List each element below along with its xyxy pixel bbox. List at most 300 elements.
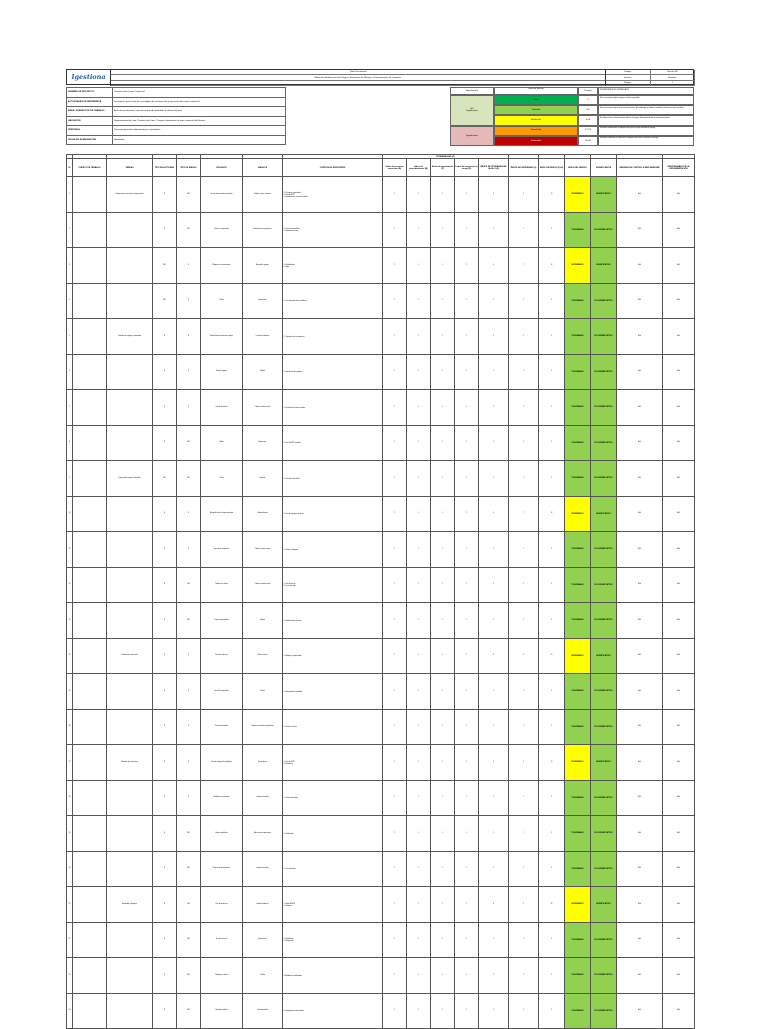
hazard: Uso de escaleras [201,390,243,426]
index-s: 1 [509,603,539,639]
info-value: Departamento de Lima, Provincia de Lima - Proyecto ubicado en la zona comercial del distrito [114,119,205,122]
risk-matrix-table [66,154,695,1029]
responsible: N.A. [663,567,695,603]
column-header: MEDIDAS DE CONTROL A IMPLEMENTAR [617,159,663,177]
row-number: 12 [67,567,73,603]
significance: SIGNIFICATIVO [591,248,617,284]
index-p: 6 [479,887,509,923]
info-row [66,106,286,116]
risk-level: MODERADO [565,638,591,674]
risk-type: NR [177,922,201,958]
info-value: Construcción Centro Comercial [114,91,145,94]
row-number: 23 [67,958,73,994]
significance: NO SIGNIFICATIVO [591,958,617,994]
risk-type: NR [177,993,201,1029]
index-b: 1 [407,283,431,319]
row-number: 6 [67,354,73,390]
hazard: Polvo [201,461,243,497]
control-measures: N.A. [617,177,663,213]
index-s: 1 [509,532,539,568]
index-d: 1 [455,532,479,568]
row-number: 17 [67,745,73,781]
table-row [67,461,695,497]
info-label: NOMBRE DE PROYECTO [67,88,113,97]
risk-level: TOLERABLE [565,780,591,816]
legend-points: 9-16 [578,115,598,125]
table-row [67,425,695,461]
job-position [73,780,107,816]
table-row [67,993,695,1029]
job-position [73,958,107,994]
control-measures: N.A. [617,212,663,248]
index-s: 1 [509,425,539,461]
table-row [67,958,695,994]
index-b: 1 [407,425,431,461]
risk-level: TOLERABLE [565,709,591,745]
activity-type: R [153,354,177,390]
index-p: 5 [479,603,509,639]
responsible: N.A. [663,603,695,639]
responsible: N.A. [663,532,695,568]
existing-controls: 1. Uso de lentes [283,851,383,887]
significance: NO SIGNIFICATIVO [591,532,617,568]
existing-controls: 1. Señalización de zona [283,603,383,639]
hazard: Manipulación de cargas pesadas [201,496,243,532]
index-a: 2 [383,709,407,745]
index-c: 1 [431,567,455,603]
index-a: 2 [383,958,407,994]
risk-type: NR [177,567,201,603]
index-nr: 5 [539,816,565,852]
index-p: 5 [479,212,509,248]
activity-type: R [153,425,177,461]
index-b: 1 [407,177,431,213]
index-c: 1 [431,638,455,674]
control-measures: N.A. [617,532,663,568]
risk: Golpes, cortes, lesiones [243,177,283,213]
index-d: 1 [455,993,479,1029]
index-b: 1 [407,390,431,426]
index-b: 1 [407,709,431,745]
existing-controls: 1. Careta de soldar [283,780,383,816]
meta-value: 1 [651,81,696,85]
task-cell: Trabajos de excavación y compactación [107,177,153,213]
legend-description: Se deben hacer esfuerzos para reducir el riesgo, determinando las inversiones precisas. [598,115,694,125]
hazard: Radiación no ionizante [201,780,243,816]
legend-level: Intolerable [494,136,578,146]
table-row [67,603,695,639]
column-header: PELIGROS [201,159,243,177]
responsible: N.A. [663,745,695,781]
risk-level: MODERADO [565,248,591,284]
info-row [66,135,286,145]
risk-level: TOLERABLE [565,461,591,497]
existing-controls: 1. Uso de mascarillas [283,461,383,497]
index-b: 1 [407,248,431,284]
index-a: 2 [383,993,407,1029]
task-cell [107,248,153,284]
responsible: N.A. [663,958,695,994]
index-a: 2 [383,638,407,674]
table-row [67,283,695,319]
info-row [66,87,286,97]
task-cell [107,354,153,390]
index-s: 2 [509,638,539,674]
index-b: 1 [407,461,431,497]
index-c: 1 [431,780,455,816]
index-d: 1 [455,780,479,816]
legend-description: No debe comenzar ni continuar el trabajo hasta que se reduzca el riesgo. [598,136,694,146]
index-c: 1 [431,425,455,461]
significance: NO SIGNIFICATIVO [591,674,617,710]
existing-controls: 1. Orden y limpieza [283,532,383,568]
existing-controls: 1. Uso de arnés 2. Línea de vida [283,567,383,603]
significance: NO SIGNIFICATIVO [591,354,617,390]
legend-level: Trivial [494,95,578,105]
risk-level: TOLERABLE [565,567,591,603]
index-s: 1 [509,816,539,852]
risk-type: NR [177,958,201,994]
risk: Cortes [243,674,283,710]
risk: Afecciones respiratorias [243,816,283,852]
index-s: 1 [509,780,539,816]
significance: NO SIGNIFICATIVO [591,212,617,248]
responsible: N.A. [663,283,695,319]
significance: SIGNIFICATIVO [591,887,617,923]
row-number: 7 [67,390,73,426]
significance: NO SIGNIFICATIVO [591,993,617,1029]
risk-type: S [177,390,201,426]
index-b: 1 [407,532,431,568]
activity-type: R [153,496,177,532]
risk: Contaminación [243,993,283,1029]
control-measures: N.A. [617,425,663,461]
index-nr: 5 [539,390,565,426]
index-d: 2 [455,496,479,532]
index-b: 1 [407,851,431,887]
risk-type: NR [177,212,201,248]
column-header: Índice de procedimientos (B) [407,159,431,177]
legend-header-desc: INTERPRETACIÓN / SIGNIFICADO [598,87,694,95]
column-header: NIVEL DEL RIESGO [565,159,591,177]
control-measures: N.A. [617,958,663,994]
hazard: Ruido [201,283,243,319]
legend-level: Tolerable [494,105,578,115]
index-s: 1 [509,709,539,745]
activity-type: NR [153,283,177,319]
risk-type: NR [177,851,201,887]
index-a: 2 [383,319,407,355]
risk: Hipoacusia [243,283,283,319]
risk: Sobreesfuerzo [243,496,283,532]
index-s: 1 [509,354,539,390]
index-nr: 12 [539,745,565,781]
significance: NO SIGNIFICATIVO [591,567,617,603]
index-a: 2 [383,603,407,639]
index-b: 1 [407,922,431,958]
responsible: N.A. [663,212,695,248]
legend-points: 5-8 [578,105,598,115]
table-row [67,212,695,248]
significance: NO SIGNIFICATIVO [591,816,617,852]
task-cell [107,532,153,568]
risk-level: TOLERABLE [565,851,591,887]
index-nr: 12 [539,496,565,532]
table-row [67,354,695,390]
index-b: 1 [407,887,431,923]
table-row [67,390,695,426]
index-b: 1 [407,567,431,603]
index-c: 1 [431,603,455,639]
significance: NO SIGNIFICATIVO [591,603,617,639]
row-number: 22 [67,922,73,958]
index-s: 1 [509,283,539,319]
risk-level: TOLERABLE [565,212,591,248]
risk-level: MODERADO [565,887,591,923]
index-d: 1 [455,212,479,248]
risk: Irritación [243,461,283,497]
risk: Golpes [243,354,283,390]
task-cell [107,567,153,603]
risk-type: S [177,638,201,674]
index-d: 1 [455,425,479,461]
activity-type: R [153,780,177,816]
column-header: ÍNDICE DE PROBABILIDAD (A+B+C+D) [479,159,509,177]
risk-level: TOLERABLE [565,816,591,852]
info-label: ÁREA / SUBSECTOR DE TRABAJO [67,107,113,116]
risk-type: S [177,354,201,390]
legend-description: No se necesita adoptar ninguna acción específica. [598,95,694,105]
index-d: 2 [455,248,479,284]
task-cell: Montaje de estructuras [107,745,153,781]
risk-level: MODERADO [565,177,591,213]
index-s: 1 [509,461,539,497]
task-cell [107,425,153,461]
row-number: 1 [67,177,73,213]
index-a: 2 [383,851,407,887]
task-cell [107,603,153,639]
index-nr: 5 [539,567,565,603]
info-row [66,125,286,135]
info-value: Descripción general de las actividades de construcción y operación del centro comercial [114,100,200,103]
responsible: N.A. [663,887,695,923]
index-nr: 5 [539,283,565,319]
index-c: 1 [431,816,455,852]
index-b: 1 [407,354,431,390]
index-a: 2 [383,496,407,532]
index-c: 1 [431,496,455,532]
row-number: 13 [67,603,73,639]
index-d: 2 [455,745,479,781]
risk-type: S [177,674,201,710]
activity-type: R [153,674,177,710]
risk: Caídas a distinto nivel [243,567,283,603]
index-a: 2 [383,390,407,426]
task-cell [107,922,153,958]
index-b: 1 [407,638,431,674]
control-measures: N.A. [617,816,663,852]
activity-type: R [153,532,177,568]
risk-level: TOLERABLE [565,922,591,958]
legend-description: No se necesita mejorar la acción preventiva. Sin embargo se deben considerar soluciones más rentables. [598,105,694,115]
index-nr: 5 [539,674,565,710]
index-s: 2 [509,887,539,923]
responsible: N.A. [663,780,695,816]
row-number: 5 [67,319,73,355]
project-info [66,87,286,145]
column-header: RIESGOS [243,159,283,177]
risk-type: S [177,745,201,781]
index-s: 1 [509,212,539,248]
existing-controls: 1. Uso de EPP auditivo [283,425,383,461]
column-header: Índice de capacitación (C) [431,159,455,177]
risk: Trastornos musculoesqueléticos [243,709,283,745]
index-a: 2 [383,816,407,852]
index-s: 1 [509,993,539,1029]
index-d: 2 [455,177,479,213]
activity-type: R [153,993,177,1029]
index-s: 2 [509,248,539,284]
hazard: Uso de equipos de soldadura [201,745,243,781]
risk-type: S [177,319,201,355]
row-number: 9 [67,461,73,497]
risk-level: TOLERABLE [565,993,591,1029]
info-value: Personal operativo, administrativo y contratistas [114,129,161,132]
risk-matrix-document [66,69,694,1013]
activity-type: R [153,745,177,781]
row-number: 14 [67,638,73,674]
index-d: 1 [455,603,479,639]
activity-type: R [153,567,177,603]
index-c: 1 [431,248,455,284]
significance: NO SIGNIFICATIVO [591,780,617,816]
index-c: 1 [431,958,455,994]
index-p: 5 [479,532,509,568]
responsible: N.A. [663,319,695,355]
table-row [67,780,695,816]
risk-level: TOLERABLE [565,354,591,390]
row-number: 16 [67,709,73,745]
row-number: 24 [67,993,73,1029]
job-position [73,354,107,390]
index-nr: 5 [539,922,565,958]
index-b: 1 [407,993,431,1029]
activity-type: R [153,638,177,674]
row-number: 8 [67,425,73,461]
column-header: SIGNIFICANCIA [591,159,617,177]
index-p: 6 [479,745,509,781]
table-row [67,674,695,710]
control-measures: N.A. [617,922,663,958]
activity-type: R [153,887,177,923]
index-s: 1 [509,674,539,710]
job-position [73,390,107,426]
index-c: 1 [431,177,455,213]
index-c: 1 [431,319,455,355]
activity-type: R [153,177,177,213]
column-header: ÍNDICE DE SEVERIDAD (S) [509,159,539,177]
control-measures: N.A. [617,993,663,1029]
index-b: 1 [407,958,431,994]
probability-group-header: PROBABILIDAD (P) [383,155,509,159]
risk-level: MODERADO [565,745,591,781]
task-cell: Acabados y limpieza [107,887,153,923]
risk: Electrocución [243,638,283,674]
risk-level: TOLERABLE [565,958,591,994]
index-s: 1 [509,319,539,355]
hazard: Polvo en suspensión [201,212,243,248]
existing-controls: 1. Uso de EPP 2. Extintores [283,745,383,781]
index-p: 5 [479,922,509,958]
responsible: N.A. [663,709,695,745]
index-a: 2 [383,283,407,319]
index-nr: 5 [539,354,565,390]
index-c: 1 [431,745,455,781]
index-p: 5 [479,780,509,816]
existing-controls: 1. Andamios certificados [283,958,383,994]
risk-level: TOLERABLE [565,390,591,426]
risk: Lesiones oculares [243,851,283,887]
responsible: N.A. [663,816,695,852]
existing-controls: 1. Bloqueo y etiquetado [283,638,383,674]
hazard: Cargas suspendidas [201,603,243,639]
responsible: N.A. [663,248,695,284]
row-number: 4 [67,283,73,319]
existing-controls: 1. Hojas MSDS 2. Guantes [283,887,383,923]
index-nr: 5 [539,319,565,355]
legend-group-not-significant: NO Significativo [450,95,494,126]
index-nr: 12 [539,638,565,674]
document-header [66,69,694,85]
responsible: N.A. [663,461,695,497]
index-c: 1 [431,851,455,887]
job-position [73,177,107,213]
activity-type: R [153,816,177,852]
existing-controls: 1. Inspección de equipos [283,354,383,390]
index-p: 5 [479,461,509,497]
row-number: 3 [67,248,73,284]
activity-type: R [153,390,177,426]
index-s: 1 [509,567,539,603]
significance: NO SIGNIFICATIVO [591,461,617,497]
job-position [73,248,107,284]
job-position [73,887,107,923]
legend-header-points: Puntaje [578,87,598,95]
job-position [73,496,107,532]
index-p: 6 [479,638,509,674]
significance: NO SIGNIFICATIVO [591,283,617,319]
index-s: 2 [509,496,539,532]
column-header: CONTROLES EXISTENTES [283,159,383,177]
index-s: 2 [509,177,539,213]
job-position [73,461,107,497]
index-s: 1 [509,390,539,426]
table-row [67,709,695,745]
risk: Lesiones oculares [243,780,283,816]
index-d: 1 [455,851,479,887]
hazard: Uso de pinturas [201,922,243,958]
significance: SIGNIFICATIVO [591,745,617,781]
index-a: 2 [383,922,407,958]
index-b: 1 [407,496,431,532]
task-cell [107,674,153,710]
control-measures: N.A. [617,496,663,532]
column-header: TIPO DE RIESGO [177,159,201,177]
table-row [67,177,695,213]
index-d: 1 [455,958,479,994]
index-d: 1 [455,567,479,603]
risk-level: TOLERABLE [565,283,591,319]
